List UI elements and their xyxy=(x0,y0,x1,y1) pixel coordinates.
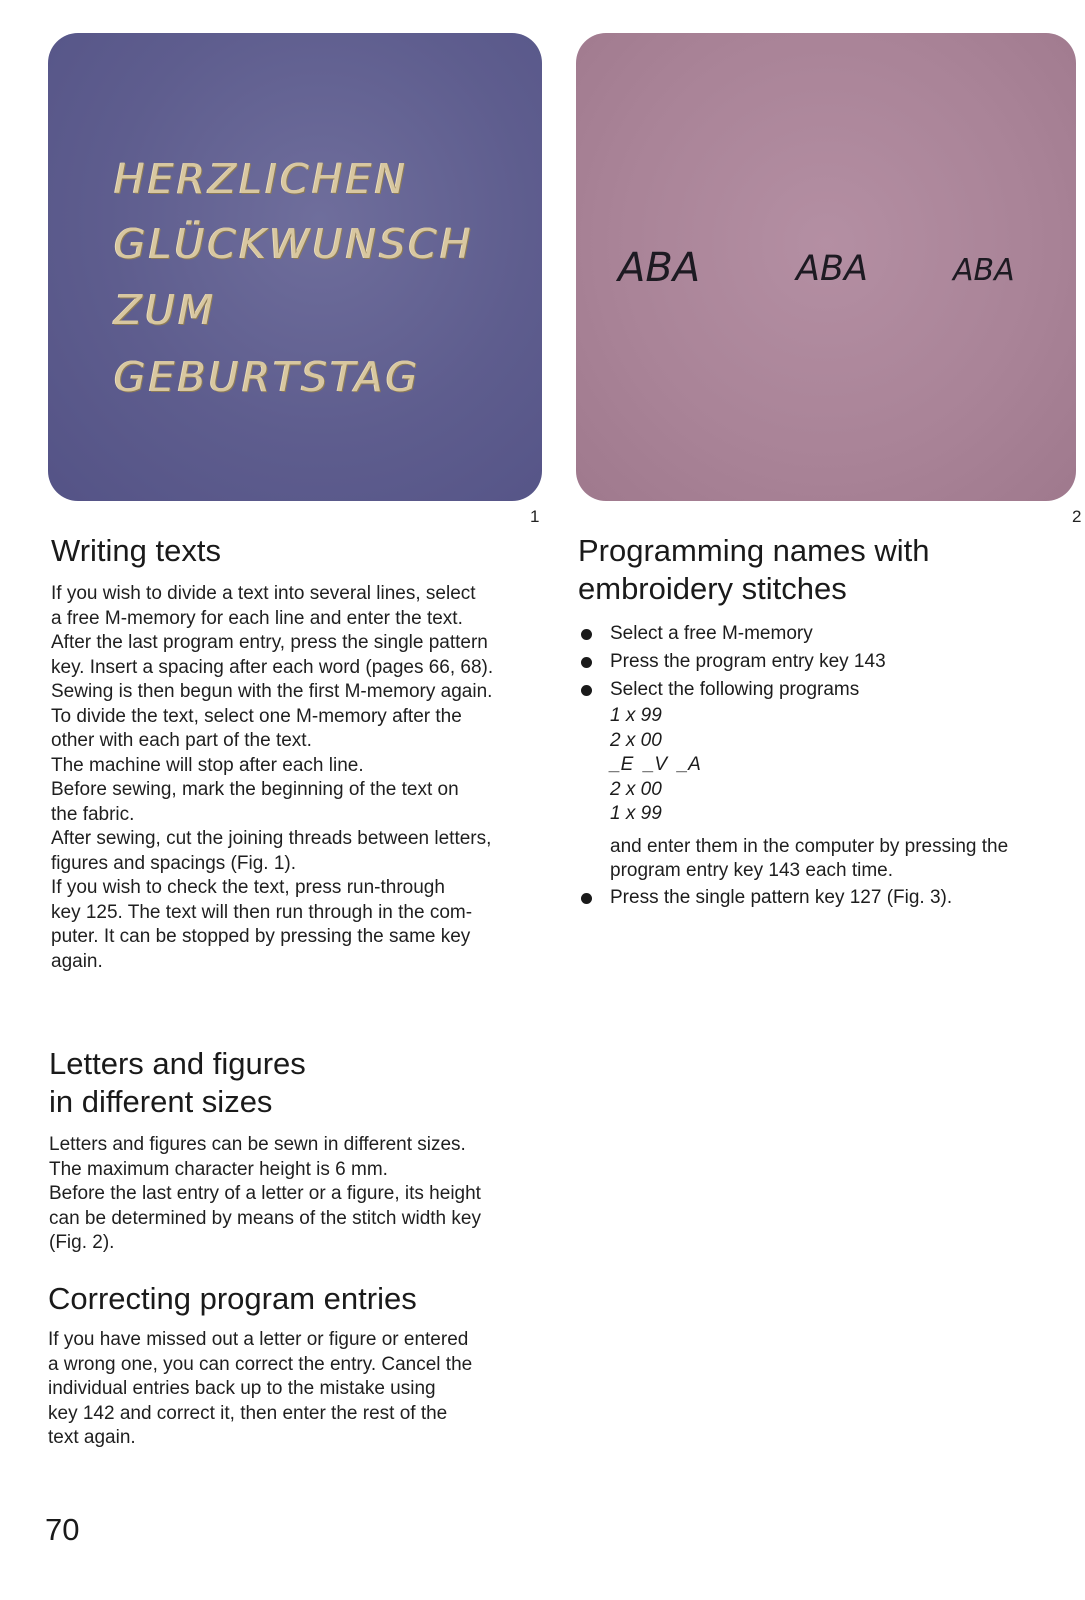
heading-line: in different sizes xyxy=(49,1084,273,1119)
text-line: individual entries back up to the mistake using xyxy=(48,1378,436,1399)
text-line: can be determined by means of the stitch width key xyxy=(49,1207,481,1229)
figure-2-number: 2 xyxy=(1072,507,1082,526)
list-item-text: Select a free M-memory xyxy=(610,623,813,644)
aba-sample-medium: ABA xyxy=(796,249,868,289)
heading-line: Programming names with xyxy=(578,533,930,568)
bullet-icon xyxy=(581,657,592,668)
text-line: To divide the text, select one M-memory after the xyxy=(51,705,462,727)
writing-texts-body xyxy=(51,582,541,974)
program-entry: _E _V _A xyxy=(610,754,701,775)
text-line: key 142 and correct it, then enter the rest of the xyxy=(48,1402,448,1424)
list-item-text: Select the following programs xyxy=(610,679,860,700)
programming-after-text xyxy=(578,835,1078,884)
text-line: Letters and figures can be sewn in different sizes. xyxy=(49,1134,466,1155)
heading-line: Letters and figures xyxy=(49,1046,306,1081)
text-line: other with each part of the text. xyxy=(51,730,312,751)
figure-1-photo xyxy=(48,33,542,501)
bullet-icon xyxy=(581,629,592,640)
list-item-text: Press the single pattern key 127 (Fig. 3). xyxy=(610,886,953,908)
text-line: and enter them in the computer by pressing the xyxy=(610,835,1009,857)
text-line: puter. It can be stopped by pressing the same key xyxy=(51,926,471,947)
bullet-icon xyxy=(581,685,592,696)
heading-programming-names xyxy=(578,532,1078,608)
heading-writing-texts: Writing texts xyxy=(51,533,221,568)
text-line: key 125. The text will then run through in the com- xyxy=(51,901,473,923)
page-number: 70 xyxy=(45,1512,80,1547)
text-line: again. xyxy=(51,950,103,972)
heading-line: embroidery stitches xyxy=(578,571,847,606)
section-writing-texts xyxy=(51,532,541,974)
text-line: key. Insert a spacing after each word (pages 66, 68). xyxy=(51,656,494,678)
embroidery-line-1: HERZLICHEN xyxy=(114,155,409,203)
list-item xyxy=(578,620,1078,648)
text-line: Sewing is then begun with the first M-memory again. xyxy=(51,681,493,702)
section-programming-names xyxy=(578,532,1078,912)
figure-1-number: 1 xyxy=(530,507,540,526)
section-letters-sizes xyxy=(49,1045,539,1256)
programming-final-step xyxy=(578,884,1078,912)
text-line: If you wish to check the text, press run-through xyxy=(51,877,445,898)
text-line: figures and spacings (Fig. 1). xyxy=(51,852,297,874)
text-line: The maximum character height is 6 mm. xyxy=(49,1158,388,1180)
program-list xyxy=(578,704,1078,827)
text-line: After sewing, cut the joining threads between letters, xyxy=(51,828,492,849)
program-entry: 2 x 00 xyxy=(610,778,662,800)
text-line: The machine will stop after each line. xyxy=(51,754,364,776)
letters-sizes-body xyxy=(49,1133,539,1256)
text-line: a wrong one, you can correct the entry. Cancel the xyxy=(48,1353,473,1375)
text-line: program entry key 143 each time. xyxy=(610,860,894,881)
text-line: Before sewing, mark the beginning of the text on xyxy=(51,779,459,800)
list-item xyxy=(578,676,1078,704)
heading-correcting: Correcting program entries xyxy=(48,1281,417,1316)
figure-2-photo xyxy=(576,33,1076,501)
program-entry: 2 x 00 xyxy=(610,729,662,751)
program-entry: 1 x 99 xyxy=(610,803,662,824)
text-line: After the last program entry, press the single pattern xyxy=(51,632,488,653)
correcting-body xyxy=(48,1328,538,1451)
text-line: (Fig. 2). xyxy=(49,1232,115,1253)
embroidery-line-3: ZUM xyxy=(114,286,217,334)
heading-letters-sizes xyxy=(49,1045,539,1121)
list-item-text: Press the program entry key 143 xyxy=(610,651,886,672)
program-entry: 1 x 99 xyxy=(610,705,662,726)
list-item xyxy=(578,648,1078,676)
text-line: text again. xyxy=(48,1427,136,1448)
programming-steps xyxy=(578,620,1078,704)
text-line: If you have missed out a letter or figure or entered xyxy=(48,1329,469,1350)
list-item xyxy=(578,884,1078,912)
text-line: Before the last entry of a letter or a figure, its height xyxy=(49,1183,481,1204)
text-line: the fabric. xyxy=(51,803,135,825)
embroidery-line-2: GLÜCKWUNSCH xyxy=(114,220,474,268)
text-line: a free M-memory for each line and enter the text. xyxy=(51,607,463,629)
section-correcting xyxy=(48,1280,538,1451)
text-line: If you wish to divide a text into several lines, select xyxy=(51,583,476,604)
aba-sample-large: ABA xyxy=(618,245,701,291)
aba-sample-small: ABA xyxy=(953,253,1015,288)
bullet-icon xyxy=(581,893,592,904)
embroidery-line-4: GEBURTSTAG xyxy=(114,353,421,401)
